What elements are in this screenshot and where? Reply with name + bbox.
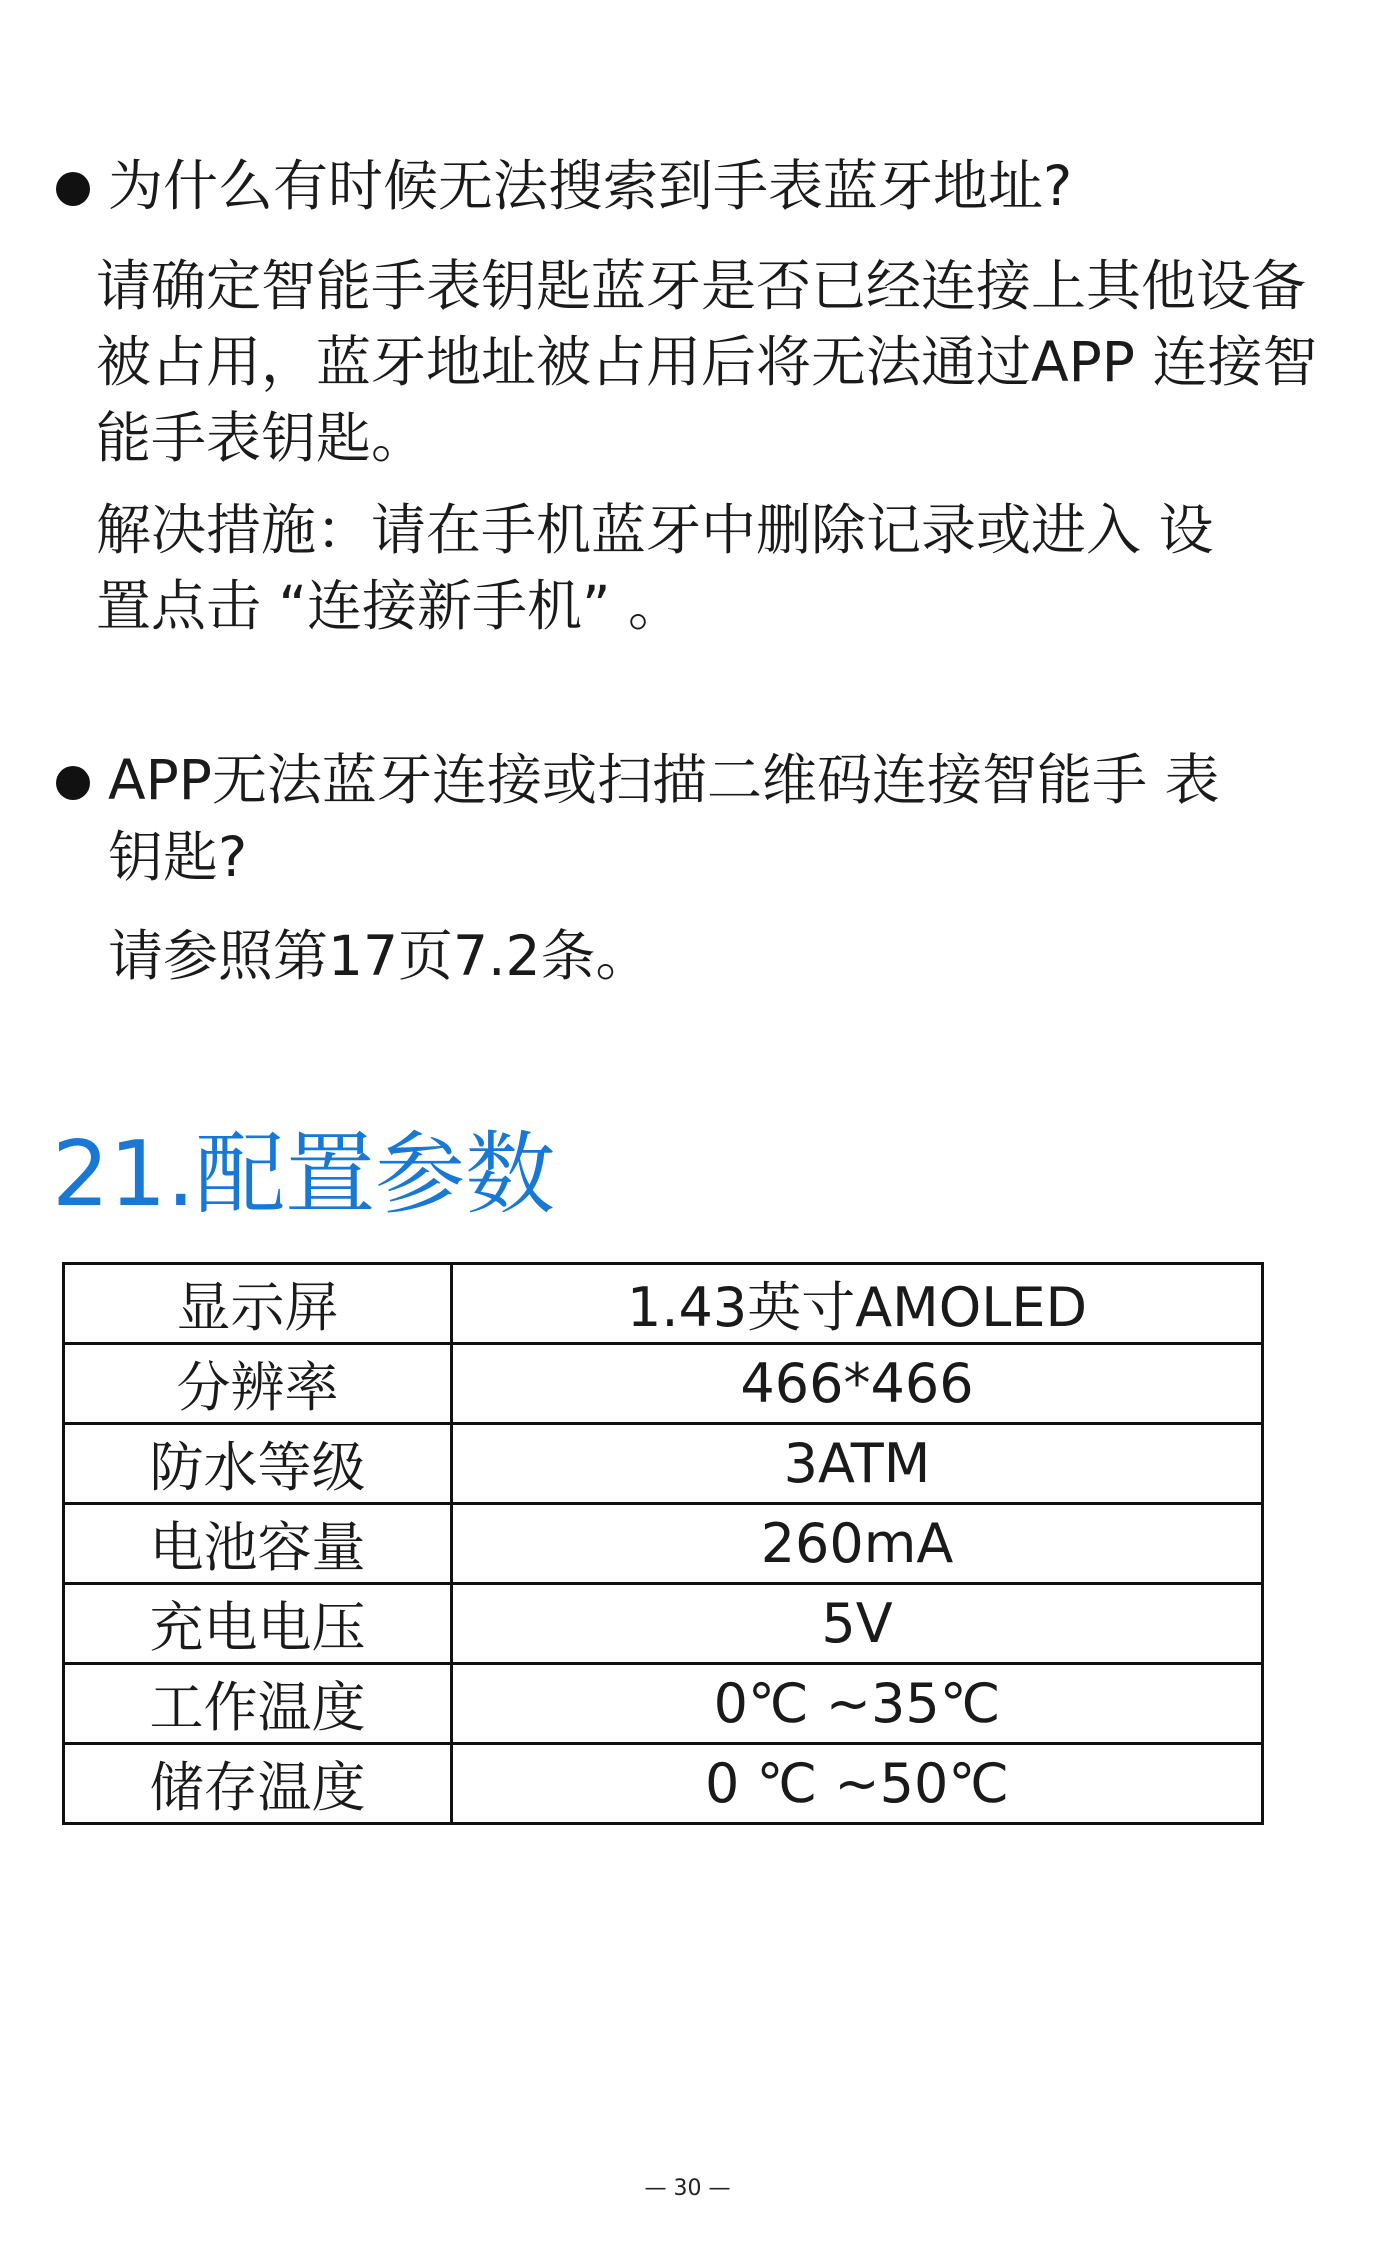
table-row bbox=[64, 1264, 1263, 1344]
spec-value: 3ATM bbox=[452, 1424, 1263, 1504]
spec-value: 0 ℃ ~50℃ bbox=[452, 1744, 1263, 1824]
page-number: — 30 — bbox=[644, 2176, 731, 2201]
spec-label: 电池容量 bbox=[64, 1504, 452, 1584]
spec-label: 储存温度 bbox=[64, 1744, 452, 1824]
spec-value: 0℃ ~35℃ bbox=[452, 1664, 1263, 1744]
table-row bbox=[64, 1664, 1263, 1744]
faq-answer: 解决措施：请在手机蓝牙中删除记录或进入 设 置点击 “连接新手机” 。 bbox=[96, 498, 1214, 638]
bullet-point bbox=[56, 766, 90, 800]
spec-label: 分辨率 bbox=[64, 1344, 452, 1424]
faq-answer: 请确定智能手表钥匙蓝牙是否已经连接上其他设备 被占用，蓝牙地址被占用后将无法通过APP 连接智 能手表钥匙。 bbox=[96, 254, 1318, 470]
table-row bbox=[64, 1424, 1263, 1504]
table-row bbox=[64, 1584, 1263, 1664]
spec-value: 260mA bbox=[452, 1504, 1263, 1584]
spec-label: 工作温度 bbox=[64, 1664, 452, 1744]
spec-value: 1.43英寸AMOLED bbox=[452, 1264, 1263, 1344]
table-row bbox=[64, 1344, 1263, 1424]
section-title: 21.配置参数 bbox=[52, 1122, 556, 1227]
table-row bbox=[64, 1744, 1263, 1824]
table-row bbox=[64, 1504, 1263, 1584]
faq-question: APP无法蓝牙连接或扫描二维码连接智能手 表 钥匙? bbox=[108, 748, 1220, 889]
spec-value: 5V bbox=[452, 1584, 1263, 1664]
spec-label: 充电电压 bbox=[64, 1584, 452, 1664]
faq-answer: 请参照第17页7.2条。 bbox=[108, 924, 651, 988]
bullet-point bbox=[56, 172, 90, 206]
spec-label: 防水等级 bbox=[64, 1424, 452, 1504]
spec-table bbox=[62, 1262, 1264, 1825]
spec-label: 显示屏 bbox=[64, 1264, 452, 1344]
spec-value: 466*466 bbox=[452, 1344, 1263, 1424]
faq-question: 为什么有时候无法搜索到手表蓝牙地址? bbox=[108, 154, 1073, 218]
